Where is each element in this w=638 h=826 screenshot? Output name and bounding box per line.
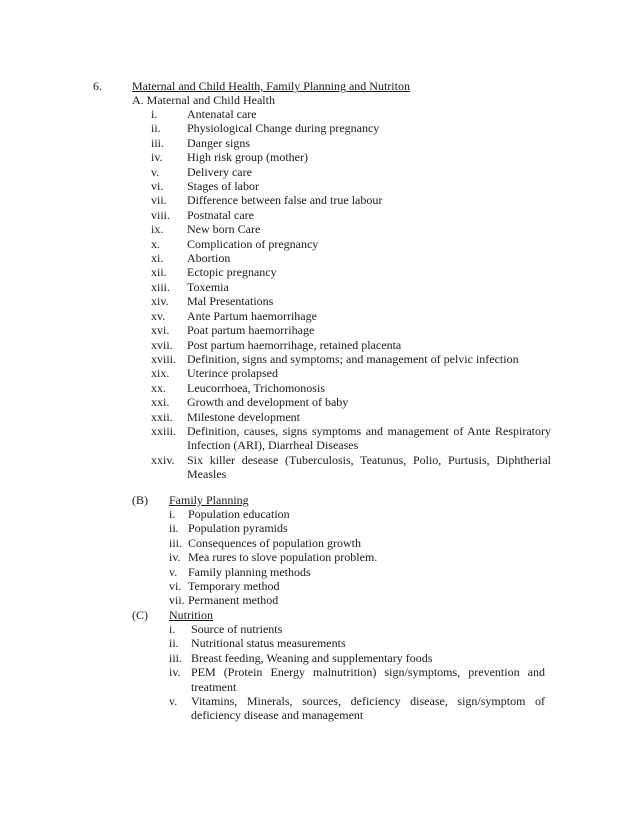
list-item-text: Definition, signs and symptoms; and management of pelvic infection xyxy=(187,351,519,366)
section-title: Maternal and Child Health, Family Planning and Nutriton xyxy=(132,79,410,93)
list-item-text: Temporary method xyxy=(188,579,280,594)
list-item-number: xxiii. xyxy=(151,423,177,438)
list-item-text: Ante Partum haemorrihage xyxy=(187,308,317,323)
part-b-label: (B) xyxy=(132,493,148,507)
list-item-number: xviii. xyxy=(151,351,177,366)
list-item-number: i. xyxy=(151,107,158,121)
list-item-number: xvii. xyxy=(151,337,173,352)
list-item-number: i. xyxy=(169,622,176,636)
list-item xyxy=(151,352,551,366)
list-item-number: ii. xyxy=(151,121,161,136)
list-item-text: Stages of labor xyxy=(187,179,259,194)
list-item-text: Population pyramids xyxy=(188,521,288,536)
list-item-number: xv. xyxy=(151,308,166,323)
list-item-text: Mal Presentations xyxy=(187,294,274,309)
list-item-text: Milestone development xyxy=(187,409,300,424)
list-item-number: viii. xyxy=(151,207,171,222)
list-item-number: xix. xyxy=(151,366,170,381)
list-item xyxy=(151,237,551,251)
list-item-number: v. xyxy=(151,164,160,179)
list-item-number: iii. xyxy=(169,535,183,550)
part-c-list xyxy=(169,622,545,723)
list-item-text: Nutritional status measurements xyxy=(191,636,346,651)
list-item-text: Delivery care xyxy=(187,164,252,179)
list-item xyxy=(169,694,545,723)
list-item-number: vii. xyxy=(151,193,167,208)
list-item-number: x. xyxy=(151,236,160,251)
list-item xyxy=(151,323,551,337)
list-item-text: PEM (Protein Energy malnutrition) sign/symptoms, prevention and treatment xyxy=(191,665,545,694)
list-item-number: xxi. xyxy=(151,395,170,410)
list-item-text: Difference between false and true labour xyxy=(187,193,383,208)
list-item xyxy=(151,395,551,409)
list-item-text: Poat partum haemorrihage xyxy=(187,323,315,338)
list-item xyxy=(151,179,551,193)
list-item-number: v. xyxy=(169,694,178,709)
list-item-text: Growth and development of baby xyxy=(187,395,349,410)
list-item-text: Danger signs xyxy=(187,135,250,150)
list-item xyxy=(169,550,429,564)
list-item-text: Postnatal care xyxy=(187,207,254,222)
list-item xyxy=(169,622,545,636)
list-item-text: Uterince prolapsed xyxy=(187,366,278,381)
list-item-text: Source of nutrients xyxy=(191,622,283,636)
list-item xyxy=(169,536,429,550)
list-item-number: iv. xyxy=(169,550,181,565)
list-item-number: xiv. xyxy=(151,294,169,309)
list-item-text: Mea rures to slove population problem. xyxy=(188,550,378,565)
list-item xyxy=(151,309,551,323)
list-item-number: ix. xyxy=(151,222,164,237)
list-item xyxy=(151,136,551,150)
list-item-number: vii. xyxy=(169,593,185,608)
list-item xyxy=(151,121,551,135)
part-a-heading: A. Maternal and Child Health xyxy=(132,93,275,107)
list-item xyxy=(151,165,551,179)
part-b-list xyxy=(169,507,429,608)
list-item-number: xvi. xyxy=(151,323,170,338)
list-item-number: ii. xyxy=(169,521,179,536)
list-item-text: Permanent method xyxy=(188,593,279,608)
list-item xyxy=(169,579,429,593)
list-item-text: Consequences of population growth xyxy=(188,535,361,550)
list-item-number: v. xyxy=(169,564,178,579)
list-item-text: New born Care xyxy=(187,222,261,237)
list-item xyxy=(169,636,545,650)
list-item-text: Abortion xyxy=(187,251,231,266)
list-item-text: Six killer desease (Tuberculosis, Teatunus, Polio, Purtusis, Diphtherial Measles xyxy=(187,452,551,482)
part-c-heading: Nutrition xyxy=(169,608,213,622)
list-item-number: vi. xyxy=(151,179,164,194)
list-item xyxy=(151,107,551,121)
list-item-number: xii. xyxy=(151,265,167,280)
list-item-text: High risk group (mother) xyxy=(187,150,308,165)
list-item xyxy=(169,651,545,665)
list-item-text: Population education xyxy=(188,507,290,521)
list-item xyxy=(169,507,429,521)
list-item xyxy=(151,381,551,395)
list-item-number: xi. xyxy=(151,251,164,266)
part-b-heading: Family Planning xyxy=(169,493,249,507)
list-item-number: iv. xyxy=(151,150,163,165)
list-item xyxy=(151,294,551,308)
list-item-number: ii. xyxy=(169,636,179,651)
list-item-text: Vitamins, Minerals, sources, deficiency disease, sign/symptom of deficiency disease and management xyxy=(191,694,545,723)
list-item-number: xxiv. xyxy=(151,452,175,467)
list-item-number: i. xyxy=(169,507,176,521)
list-item xyxy=(151,366,551,380)
list-item xyxy=(169,521,429,535)
list-item xyxy=(151,410,551,424)
list-item-text: Leucorrhoea, Trichomonosis xyxy=(187,380,325,395)
list-item xyxy=(151,265,551,279)
list-item xyxy=(151,251,551,265)
list-item xyxy=(151,222,551,236)
list-item-number: iii. xyxy=(151,135,165,150)
list-item-number: xiii. xyxy=(151,279,171,294)
list-item-text: Antenatal care xyxy=(187,107,257,121)
list-item-number: iii. xyxy=(169,650,183,665)
list-item-number: iv. xyxy=(169,665,181,680)
list-item xyxy=(151,150,551,164)
list-item xyxy=(151,453,551,482)
list-item-text: Complication of pregnancy xyxy=(187,236,319,251)
section-number: 6. xyxy=(93,79,102,93)
list-item-text: Physiological Change during pregnancy xyxy=(187,121,380,136)
list-item xyxy=(169,665,545,694)
list-item-number: xx. xyxy=(151,380,166,395)
list-item xyxy=(151,280,551,294)
list-item xyxy=(151,193,551,207)
list-item-text: Ectopic pregnancy xyxy=(187,265,277,280)
part-a-list xyxy=(151,107,551,482)
list-item xyxy=(169,565,429,579)
list-item-number: xxii. xyxy=(151,409,173,424)
list-item-text: Definition, causes, signs symptoms and management of Ante Respiratory Infection (ARI), Diarrheal Diseases xyxy=(187,423,551,453)
part-c-label: (C) xyxy=(132,608,148,622)
list-item-number: vi. xyxy=(169,579,182,594)
list-item xyxy=(151,338,551,352)
list-item xyxy=(151,424,551,453)
list-item-text: Post partum haemorrihage, retained placenta xyxy=(187,337,402,352)
list-item-text: Breast feeding, Weaning and supplementary foods xyxy=(191,650,433,665)
list-item xyxy=(169,593,429,607)
list-item xyxy=(151,208,551,222)
list-item-text: Family planning methods xyxy=(188,564,311,579)
list-item-text: Toxemia xyxy=(187,279,229,294)
